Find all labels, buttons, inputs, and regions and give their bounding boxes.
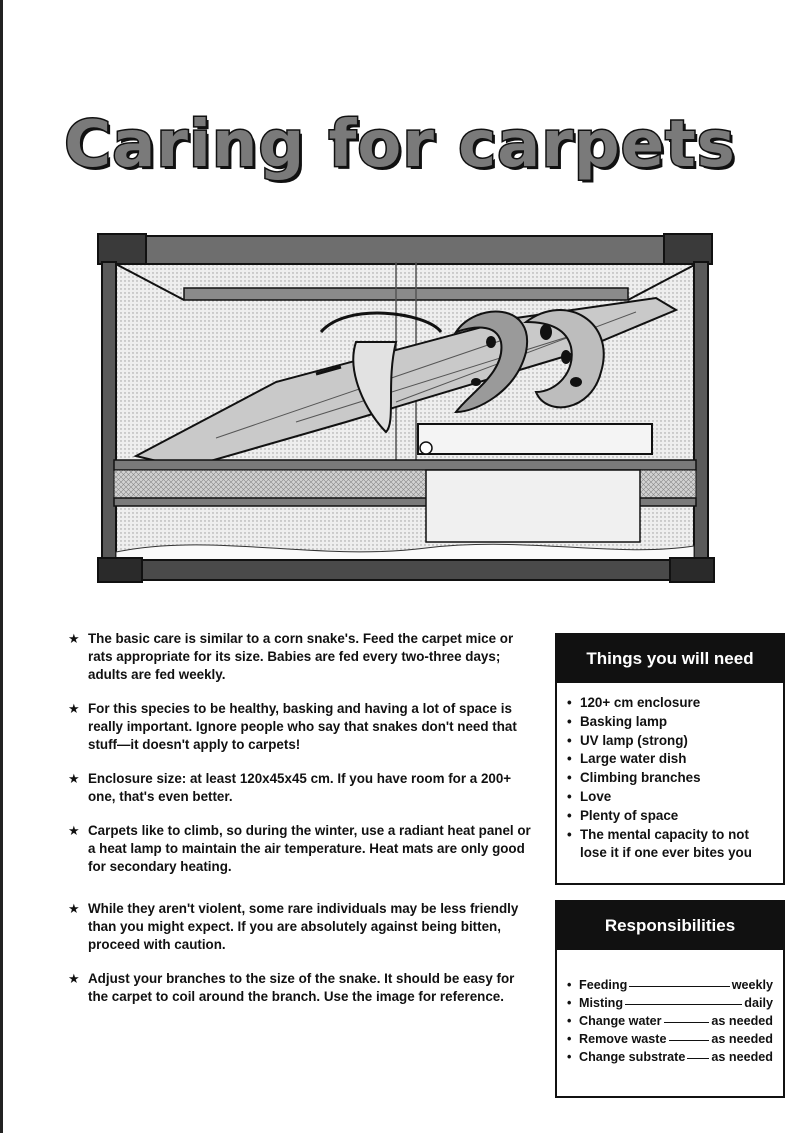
task-frequency: as needed xyxy=(711,1050,773,1064)
care-tip: ★ While they aren't violent, some rare individuals may be less friendly than you might expect. If you are absolutely against being bitten, proceed with caution. xyxy=(68,901,519,952)
care-tip: ★ The basic care is similar to a corn snake's. Feed the carpet mice or rats appropriate for its size. Babies are fed every two-three days; adults are fed weekly. xyxy=(68,631,514,682)
care-tips-list xyxy=(68,630,536,1022)
leader-line xyxy=(629,986,729,987)
needs-list xyxy=(557,683,783,863)
list-item xyxy=(567,1030,773,1048)
list-item xyxy=(567,976,773,994)
needs-heading: Things you will need xyxy=(557,635,783,683)
list-item: • Love xyxy=(567,788,773,807)
list-item: • The mental capacity to not lose it if one ever bites you xyxy=(567,826,773,864)
care-tip: ★ Enclosure size: at least 120x45x45 cm. If you have room for a 200+ one, that's even better. xyxy=(68,771,512,804)
task-label: • Remove waste xyxy=(579,1032,667,1046)
enclosure-illustration xyxy=(96,232,716,586)
task-frequency: daily xyxy=(744,996,773,1010)
water-dish xyxy=(418,424,652,454)
bottom-frame xyxy=(100,560,712,580)
top-frame xyxy=(102,236,708,264)
task-label: • Change substrate xyxy=(579,1050,686,1064)
responsibilities-heading: Responsibilities xyxy=(557,902,783,950)
star-icon: ★ xyxy=(68,631,80,646)
task-frequency: weekly xyxy=(731,978,773,992)
list-item xyxy=(567,1048,773,1066)
leader-line xyxy=(664,1022,710,1023)
care-tip: ★ Adjust your branches to the size of the snake. It should be easy for the carpet to coil around the branch. Use the image for reference. xyxy=(68,971,515,1004)
responsibilities-box xyxy=(555,900,785,1098)
leader-line xyxy=(625,1004,742,1005)
page-title: Caring for carpets xyxy=(64,108,736,182)
star-icon: ★ xyxy=(68,771,80,786)
list-item: • Basking lamp xyxy=(567,713,773,732)
list-item: • Large water dish xyxy=(567,750,773,769)
needs-box xyxy=(555,633,785,885)
task-label: • Feeding xyxy=(579,978,628,992)
star-icon: ★ xyxy=(68,901,80,916)
list-item: • Climbing branches xyxy=(567,769,773,788)
list-item xyxy=(567,1012,773,1030)
leader-line xyxy=(669,1040,710,1041)
task-label: • Misting xyxy=(579,996,624,1010)
list-item: • Plenty of space xyxy=(567,807,773,826)
task-frequency: as needed xyxy=(711,1032,773,1046)
list-item xyxy=(567,994,773,1012)
star-icon: ★ xyxy=(68,971,80,986)
list-item: • 120+ cm enclosure xyxy=(567,694,773,713)
list-item: • UV lamp (strong) xyxy=(567,732,773,751)
responsibilities-list xyxy=(557,950,783,1066)
task-label: • Change water xyxy=(579,1014,662,1028)
leader-line xyxy=(687,1058,709,1059)
star-icon: ★ xyxy=(68,823,80,838)
care-tip: ★ For this species to be healthy, basking and having a lot of space is really important. Ignore people who say that snakes don't need that stuff—it doesn't apply to carpets! xyxy=(68,701,517,752)
care-tip: ★ Carpets like to climb, so during the winter, use a radiant heat panel or a heat lamp to maintain the air temperature. Heat mats are only good for secondary heating. xyxy=(68,823,531,874)
star-icon: ★ xyxy=(68,701,80,716)
task-frequency: as needed xyxy=(711,1014,773,1028)
